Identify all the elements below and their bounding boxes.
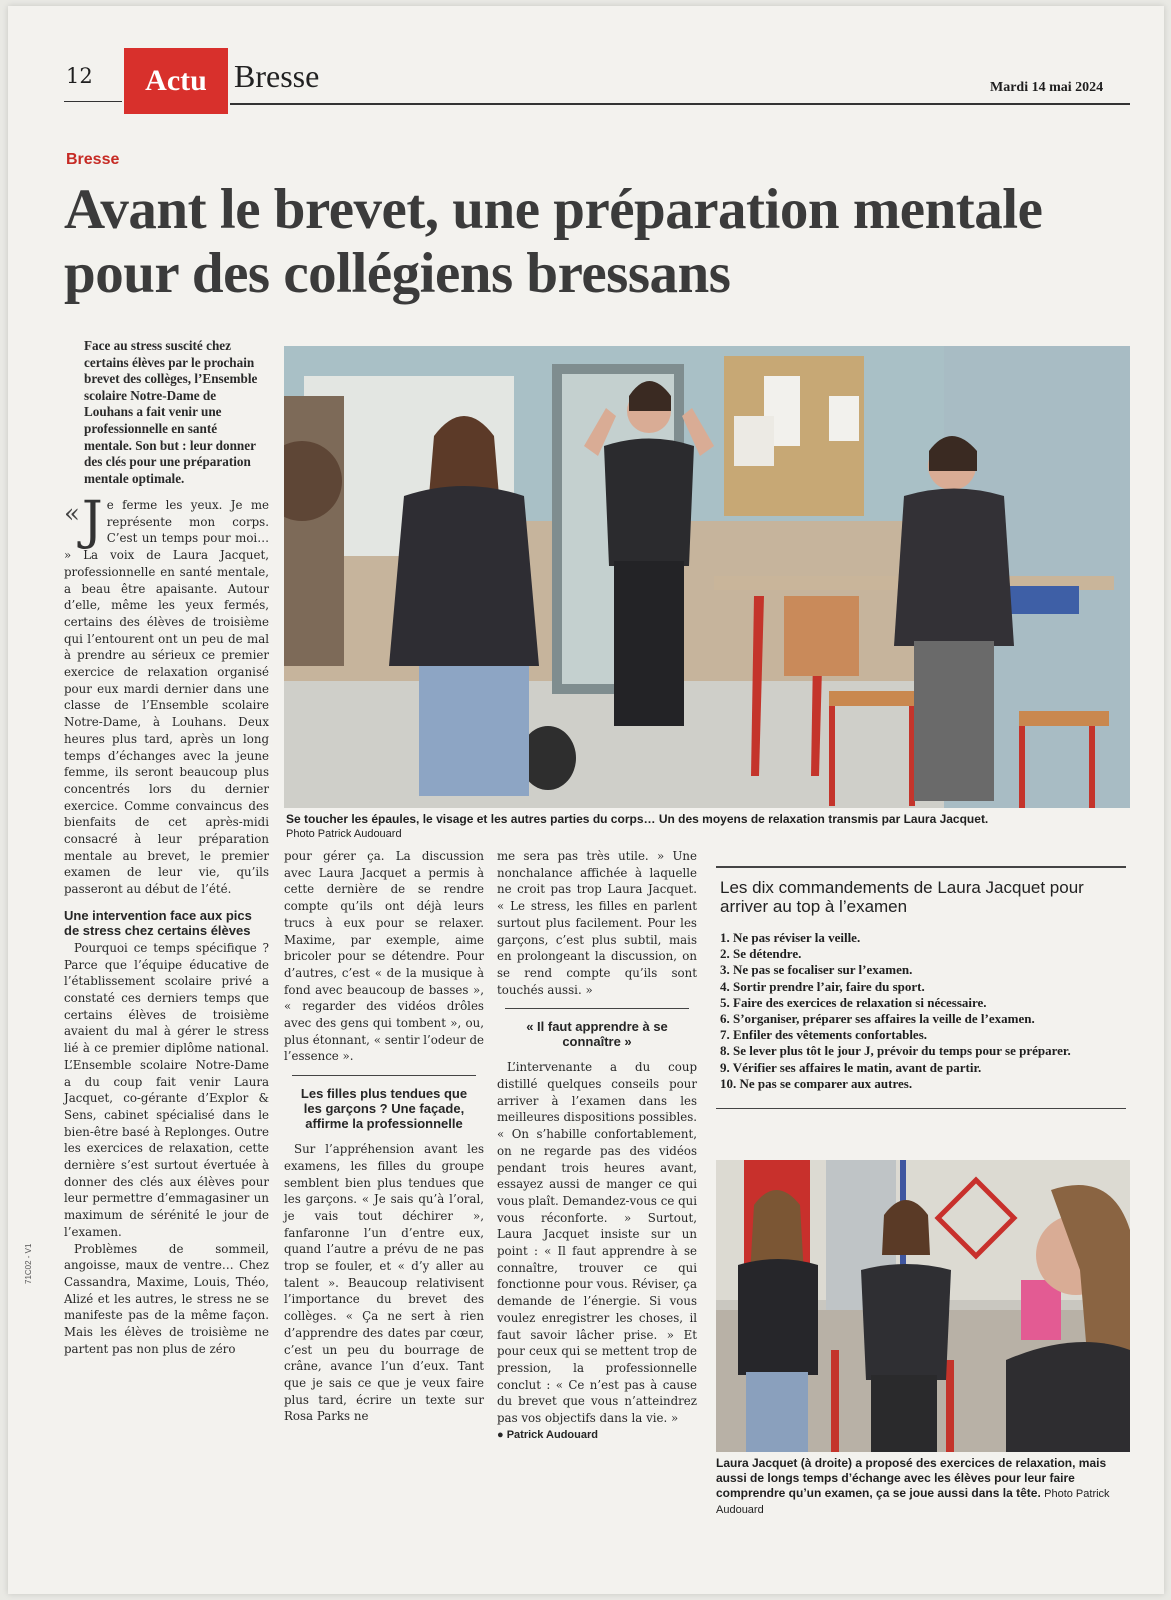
header-rule (230, 103, 1130, 105)
article-byline: ● Patrick Audouard (497, 1428, 598, 1441)
margin-code: 71C02 - V1 (24, 1243, 33, 1284)
issue-date: Mardi 14 mai 2024 (990, 80, 1104, 95)
article-paragraph: Sur l’appréhension avant les examens, les filles du groupe semblent bien plus tendues que les garçons. « Je sais qu’à l’oral, je vais tout déchirer », fanfaronne l’un d’entre eux, quand l’autre a prévu de ne pas trop se fouler, et « d’y aller au talent ». Beaucoup relativisent l’importance du brevet des collèges. « Ça ne sert à rien d’apprendre des dates par cœur, c’est un peu du bourrage de crâne, avance l’un d’eux. Tant que je sais ce que je veux faire plus tard, écrire un texte sur Rosa Parks ne (284, 1142, 484, 1424)
box-rule-top (716, 866, 1126, 868)
article-paragraph: L’intervenante a du coup distillé quelques conseils pour arriver à l’examen dans les meilleures dispositions possibles. « On s’habille confortablement, on ne regarde pas des vidéos pendant trois heures avant, essayez aussi de manger ce qui vous plaît. Demandez-vous ce qui vous réconforte. » Surtout, Laura Jacquet insiste sur un point : « Il faut apprendre à se connaître, trouver ce qui fonctionne pour vous. Réviser, ça demande de l’énergie. Si vous voulez enregistrer les choses, il faut savoir lâcher prise. » Et pour ceux qui se mettent trop de pression, la professionnelle conclut : « Ce n’est pas à cause du brevet que vous n’atteindrez pas vos objectifs dans la vie. » (497, 1060, 698, 1426)
article-paragraph: Pourquoi ce temps spécifique ? Parce que l’équipe éducative de l’établissement scolaire privé a constaté ces derniers temps que certains élèves de troisième avaient du mal à gérer le stress lié à ce premier diplôme national. L’Ensemble scolaire Notre-Dame a du coup fait venir Laura Jacquet, co-gérante d’Explor & Sens, cabinet spécialisé dans le bien-être basé à Replonges. Outre les exercices de relaxation, cette dernière s’est surtout évertuée à donner des clés aux élèves pour leur permettre d’emmagasiner un maximum de sérénité le jour de l’examen. (64, 940, 269, 1239)
list-item: 5. Faire des exercices de relaxation si nécessaire. (720, 994, 987, 1010)
article-paragraph: me sera pas très utile. » Une nonchalance affichée à laquelle ne croit pas trop Laura Jacquet. « Le stress, les filles en parlent surtout plus facilement. Pour les garçons, c’est plus subtil, mais en prolongeant la discussion, on se rend compte qu’ils sont touchés aussi. » (497, 849, 697, 997)
article-lede: Face au stress suscité chez certains élèves par le prochain brevet des collèges, l’Ensemble scolaire Notre-Dame de Louhans a fait venir une professionnelle en santé mentale. Son but : leur donner des clés pour une préparation mentale optimale. (84, 338, 258, 486)
paragraph-text: e ferme les yeux. Je me représente mon corps. C’est un temps pour moi… » La voix de Laura Jacquet, professionnelle en santé mentale, a beau être apaisante. Autour d’elle, même les yeux fermés, certains des élèves de troisième qui l’entourent ont un peu de mal à prendre au sérieux ce premier exercice de relaxation organisé pour eux mardi dernier dans une classe de l’Ensemble scolaire Notre-Dame, à Louhans. Deux heures plus tard, après un long temps d’échanges avec la jeune femme, ils seront beaucoup plus concentrés lors du dernier exercice. Comme convaincus des bienfaits de cet après-midi consacré à leur préparation mentale au brevet, le premier examen de leur vie, qu’ils passeront au début de l’été. (64, 498, 269, 897)
list-item: 1. Ne pas réviser la veille. (720, 930, 861, 945)
article-column-1 (64, 491, 269, 1357)
secondary-photo-caption (716, 1456, 1128, 1518)
list-item: 9. Vérifier ses affaires le matin, avant de partir. (720, 1059, 982, 1075)
article-paragraph: Problèmes de sommeil, angoisse, maux de ventre… Chez Cassandra, Maxime, Louis, Théo, Alizé et les autres, le stress ne se manifeste pas de la même façon. Mais les élèves de troisième ne partent pas non plus de zéro (64, 1241, 269, 1356)
list-item: 8. Se lever plus tôt le jour J, prévoir du temps pour se préparer. (720, 1043, 1071, 1059)
open-quote: « (64, 499, 80, 529)
article-paragraph (64, 491, 269, 898)
box-rule-bottom (716, 1108, 1126, 1109)
article-intertitle: « Il faut apprendre à se connaître » (505, 1008, 689, 1049)
secondary-photo (716, 1160, 1130, 1452)
commandments-box (716, 866, 1126, 1109)
list-item: 7. Enfiler des vêtements confortables. (720, 1027, 928, 1043)
list-item: 3. Ne pas se focaliser sur l’examen. (720, 962, 913, 978)
main-photo (284, 346, 1130, 808)
article-kicker: Bresse (66, 151, 120, 168)
section-name: Bresse (234, 58, 320, 94)
header-rule-left (64, 101, 122, 102)
commandments-title: Les dix commandements de Laura Jacquet pour arriver au top à l’examen (720, 878, 1084, 916)
article-subhead: Une intervention face aux pics de stress chez certains élèves (64, 907, 252, 938)
main-caption-text: Se toucher les épaules, le visage et les autres parties du corps… Un des moyens de relaxation transmis par Laura Jacquet. (286, 812, 989, 826)
article-headline: Avant le brevet, une préparation mentale pour des collégiens bressans (64, 178, 1043, 305)
article-paragraph: pour gérer ça. La discussion avec Laura Jacquet a permis à cette dernière de se rendre compte qu’ils ont déjà leurs trucs à eux pour se relaxer. Maxime, par exemple, aime bricoler pour se détendre. Pour d’autres, c’est « de la musique à fond avec beaucoup de basses », « regarder des vidéos drôles avec des gens qui tombent », ou, plus étonnant, « sentir l’odeur de l’essence ». (284, 849, 484, 1064)
list-item: 10. Ne pas se comparer aux autres. (720, 1075, 913, 1091)
commandments-list (716, 930, 1126, 1092)
main-photo-credit: Photo Patrick Audouard (286, 828, 402, 840)
page-number: 12 (66, 64, 93, 88)
list-item: 6. S’organiser, préparer ses affaires la veille de l’examen. (720, 1011, 1035, 1027)
list-item: 2. Se détendre. (720, 946, 802, 962)
drop-cap: J (81, 491, 103, 551)
article-column-2 (284, 848, 484, 1425)
article-column-3 (497, 848, 697, 1444)
actu-logo: Actu (124, 48, 228, 114)
article-intertitle: Les filles plus tendues que les garçons ? Une façade, affirme la professionnelle (292, 1075, 476, 1131)
list-item: 4. Sortir prendre l’air, faire du sport. (720, 978, 925, 994)
secondary-photo-credit: Photo Patrick Audouard (716, 1488, 1110, 1516)
secondary-caption-text: Laura Jacquet (à droite) a proposé des exercices de relaxation, mais aussi de longs temps d’échange avec les élèves pour leur faire comprendre qu’un examen, ça se joue aussi dans la tête. (716, 1456, 1107, 1500)
main-photo-caption (286, 812, 1126, 841)
